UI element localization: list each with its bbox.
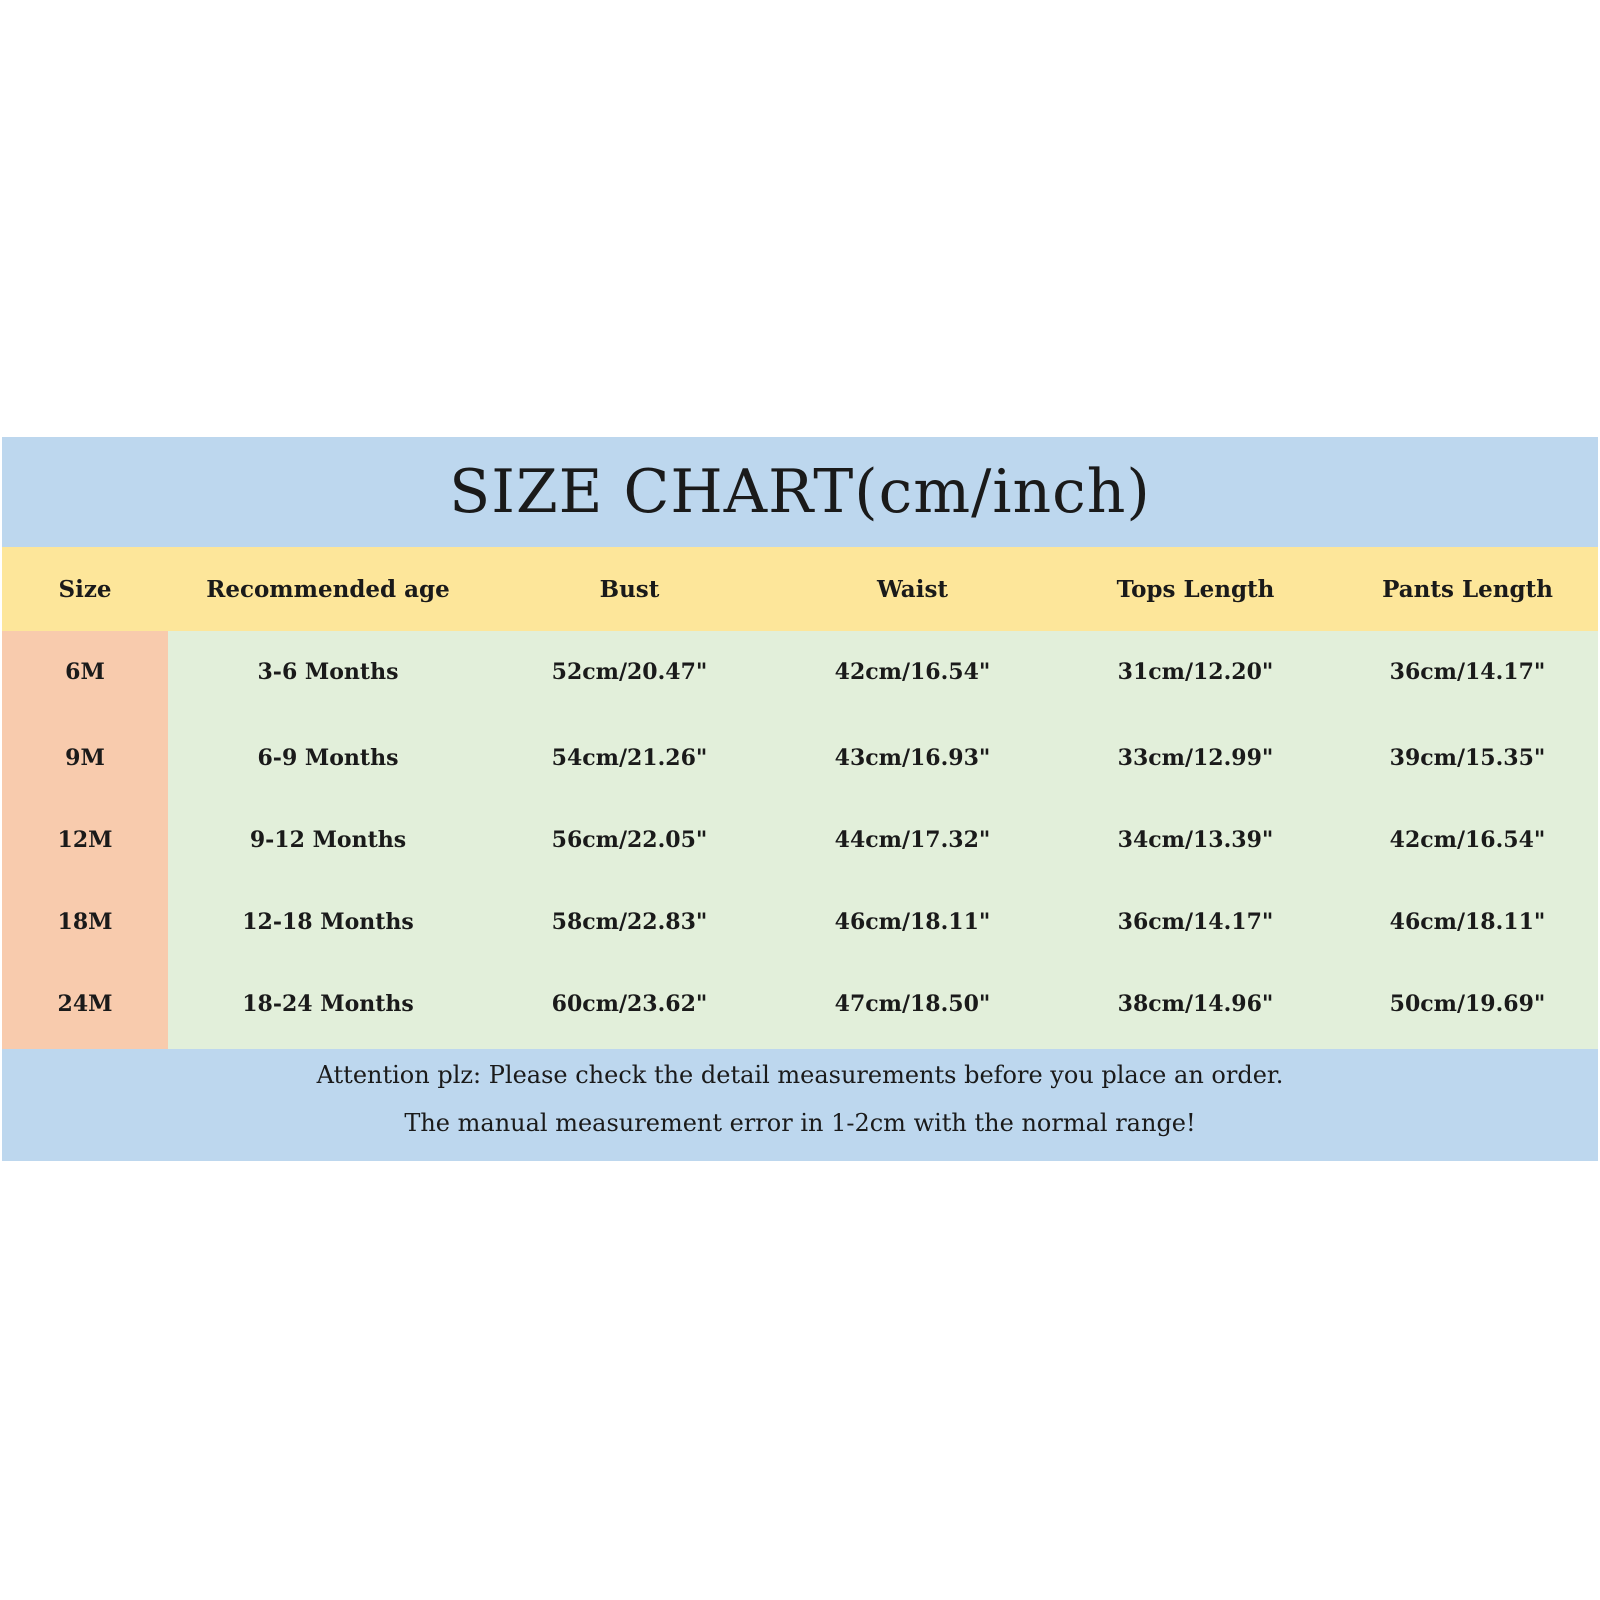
cell-pants-length: 46cm/18.11" [1389, 909, 1546, 935]
header-waist: Waist [876, 575, 949, 603]
table-row [2, 631, 1598, 713]
footer-band [2, 1049, 1598, 1161]
table-row [2, 881, 1598, 963]
cell-pants-length: 42cm/16.54" [1389, 827, 1546, 853]
cell-age: 3-6 Months [257, 659, 399, 685]
chart-title: SIZE CHART(cm/inch) [449, 457, 1151, 527]
attention-note: Attention plz: Please check the detail measurements before you place an order. [316, 1061, 1284, 1089]
size-chart [2, 437, 1598, 1161]
cell-bust: 52cm/20.47" [551, 659, 708, 685]
cell-age: 6-9 Months [257, 745, 399, 771]
header-size: Size [58, 575, 112, 603]
cell-tops-length: 34cm/13.39" [1117, 827, 1274, 853]
cell-tops-length: 31cm/12.20" [1117, 659, 1274, 685]
cell-size: 6M [65, 659, 105, 685]
header-recommended-age: Recommended age [206, 575, 450, 603]
cell-pants-length: 39cm/15.35" [1389, 745, 1546, 771]
cell-size: 9M [65, 745, 105, 771]
header-row [2, 547, 1598, 631]
table-row [2, 963, 1598, 1045]
cell-bust: 56cm/22.05" [551, 827, 708, 853]
cell-pants-length: 50cm/19.69" [1389, 991, 1546, 1017]
cell-age: 18-24 Months [242, 991, 414, 1017]
table-row [2, 717, 1598, 799]
cell-waist: 46cm/18.11" [834, 909, 991, 935]
title-band [2, 437, 1598, 547]
cell-size: 18M [57, 909, 113, 935]
cell-bust: 54cm/21.26" [551, 745, 708, 771]
cell-size: 12M [57, 827, 113, 853]
cell-waist: 47cm/18.50" [834, 991, 991, 1017]
cell-bust: 60cm/23.62" [551, 991, 708, 1017]
cell-waist: 43cm/16.93" [834, 745, 991, 771]
cell-size: 24M [57, 991, 113, 1017]
measurement-error-note: The manual measurement error in 1-2cm with the normal range! [404, 1109, 1196, 1137]
cell-age: 12-18 Months [242, 909, 414, 935]
cell-pants-length: 36cm/14.17" [1389, 659, 1546, 685]
cell-bust: 58cm/22.83" [551, 909, 708, 935]
cell-age: 9-12 Months [249, 827, 407, 853]
cell-waist: 42cm/16.54" [834, 659, 991, 685]
header-tops-length: Tops Length [1116, 575, 1275, 603]
cell-tops-length: 38cm/14.96" [1117, 991, 1274, 1017]
table-row [2, 799, 1598, 881]
header-pants-length: Pants Length [1382, 575, 1553, 603]
header-bust: Bust [599, 575, 660, 603]
cell-tops-length: 33cm/12.99" [1117, 745, 1274, 771]
table-body [2, 631, 1598, 1049]
cell-waist: 44cm/17.32" [834, 827, 991, 853]
cell-tops-length: 36cm/14.17" [1117, 909, 1274, 935]
